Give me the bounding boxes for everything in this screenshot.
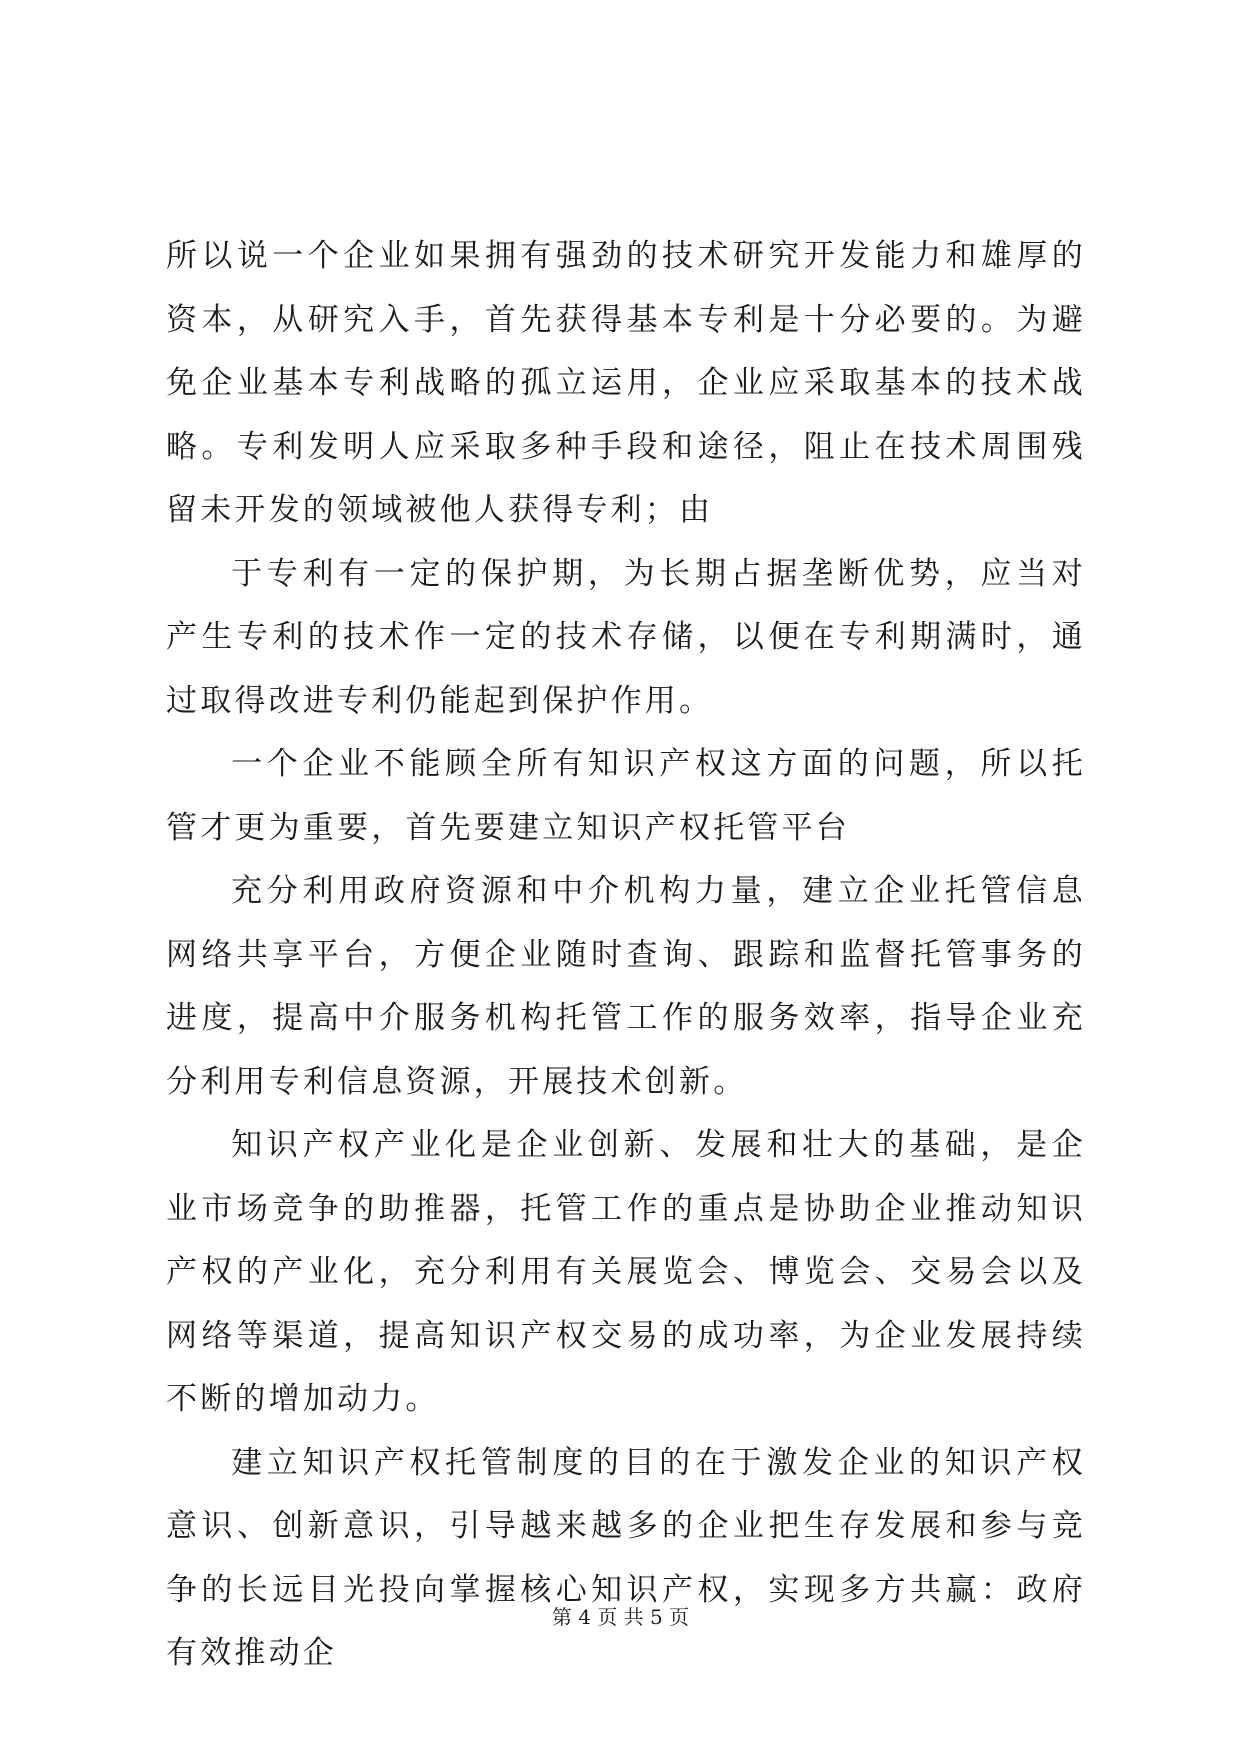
paragraph-2: 于专利有一定的保护期，为长期占据垄断优势，应当对产生专利的技术作一定的技术存储，以便在专利期满时，通过取得改进专利仍能起到保护作用。: [166, 555, 1086, 719]
paragraph-1: 所以说一个企业如果拥有强劲的技术研究开发能力和雄厚的资本，从研究入手，首先获得基本专利是十分必要的。为避免企业基本专利战略的孤立运用，企业应采取基本的技术战略。专利发明人应采取多种手段和途径，阻止在技术周围残留未开发的领域被他人获得专利；由: [166, 238, 1086, 528]
paragraph-6: 建立知识产权托管制度的目的在于激发企业的知识产权意识、创新意识，引导越来越多的企业把生存发展和参与竞争的长远目光投向掌握核心知识产权，实现多方共赢：政府有效推动企: [166, 1444, 1086, 1671]
document-body: [166, 225, 1086, 1686]
page-number-footer: 第 4 页 共 5 页: [551, 1605, 690, 1629]
paragraph-4: 充分利用政府资源和中介机构力量，建立企业托管信息网络共享平台，方便企业随时查询、跟踪和监督托管事务的进度，提高中介服务机构托管工作的服务效率，指导企业充分利用专利信息资源，开展技术创新。: [166, 873, 1086, 1100]
paragraph-3: 一个企业不能顾全所有知识产权这方面的问题，所以托管才更为重要，首先要建立知识产权托管平台: [166, 746, 1086, 846]
paragraph-5: 知识产权产业化是企业创新、发展和壮大的基础，是企业市场竞争的助推器，托管工作的重点是协助企业推动知识产权的产业化，充分利用有关展览会、博览会、交易会以及网络等渠道，提高知识产权交易的成功率，为企业发展持续不断的增加动力。: [166, 1127, 1086, 1417]
